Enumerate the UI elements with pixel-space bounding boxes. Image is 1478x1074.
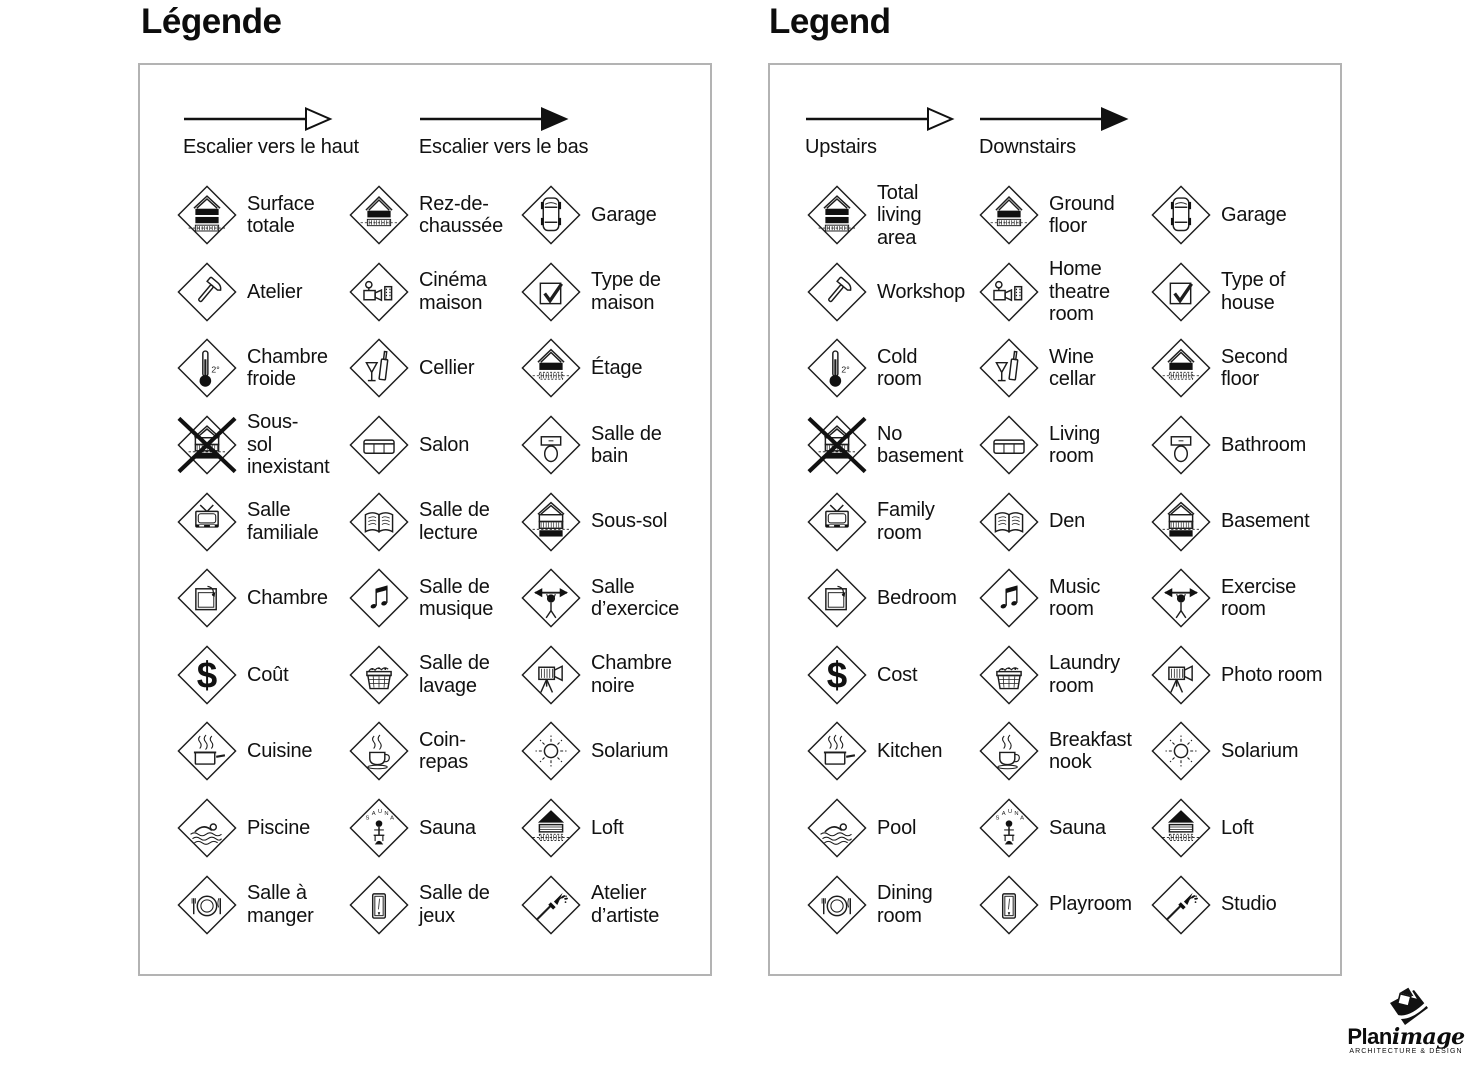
legend-item xyxy=(1150,177,1340,254)
basement-icon xyxy=(1150,491,1212,553)
legend-item xyxy=(348,483,520,560)
swimmer-icon xyxy=(176,797,238,859)
wine-cellar-icon xyxy=(348,337,410,399)
legend-item-label: Salle d’exercice xyxy=(591,575,680,621)
legend-item-label: Coin-repas xyxy=(419,728,469,774)
legend-item-label: Cellier xyxy=(419,357,475,380)
legend-item-label: Total living area xyxy=(877,181,922,249)
legend-item-label: Salle de lavage xyxy=(419,652,490,697)
stairs-down-arrow-icon xyxy=(419,106,569,132)
stairs-down-arrow-icon xyxy=(979,106,1129,132)
legend-item xyxy=(348,254,520,331)
legend-item xyxy=(348,713,520,790)
stairs-up-arrow-icon xyxy=(805,106,955,132)
hammer-icon xyxy=(176,261,238,323)
legend-item-label: Étage xyxy=(591,357,643,380)
page-title-fr: Légende xyxy=(141,2,282,41)
cold-thermometer-icon xyxy=(176,337,238,399)
second-floor-icon xyxy=(1150,337,1212,399)
svg-text:A: A xyxy=(1001,810,1006,817)
logo-image-text: image xyxy=(1391,1024,1465,1050)
cooking-pot-icon xyxy=(176,720,238,782)
arrow-label: Escalier vers le bas xyxy=(418,136,589,158)
stairs-up-entry xyxy=(805,106,955,159)
legend-item xyxy=(176,560,348,637)
sauna-icon xyxy=(348,797,410,859)
legend-item-label: Second floor xyxy=(1221,345,1288,391)
legend-item xyxy=(348,637,520,714)
svg-text:S: S xyxy=(995,815,1000,822)
tv-icon xyxy=(176,491,238,553)
svg-text:N: N xyxy=(384,810,389,817)
svg-text:2°: 2° xyxy=(211,364,220,375)
bathroom-toilet-icon xyxy=(1150,414,1212,476)
book-icon xyxy=(348,491,410,553)
legend-item-label: Workshop xyxy=(877,280,966,303)
legend-item xyxy=(520,560,710,637)
stairs-down-entry xyxy=(419,106,588,159)
photo-camera-icon xyxy=(1150,644,1212,706)
legend-item-label: Salle de bain xyxy=(591,422,662,468)
legend-item xyxy=(806,790,978,867)
legend-item-label: Salon xyxy=(419,433,470,456)
legend-item-label: Cinéma maison xyxy=(419,269,487,314)
photo-camera-icon xyxy=(520,644,582,706)
legend-item-label: Kitchen xyxy=(877,740,943,763)
legend-item xyxy=(176,713,348,790)
legend-item-label: Sauna xyxy=(419,816,476,839)
legend-item xyxy=(176,637,348,714)
sun-icon xyxy=(520,720,582,782)
dollar-icon xyxy=(176,644,238,706)
legend-item xyxy=(520,866,710,943)
legend-item xyxy=(176,330,348,407)
garage-car-icon xyxy=(1150,184,1212,246)
stairs-up-entry xyxy=(183,106,359,159)
legend-item-label: Exercise room xyxy=(1221,575,1297,621)
sun-icon xyxy=(1150,720,1212,782)
no-basement-icon xyxy=(806,414,868,476)
legend-item xyxy=(1150,330,1340,407)
laundry-basket-icon xyxy=(978,644,1040,706)
legend-item-label: Salle à manger xyxy=(247,882,314,927)
logo-plan-text: Plan xyxy=(1347,1024,1392,1049)
legend-item xyxy=(176,790,348,867)
svg-text:$: $ xyxy=(196,654,218,696)
artist-brush-icon xyxy=(520,874,582,936)
legend-item xyxy=(176,866,348,943)
legend-item-label: Home theatre room xyxy=(1049,258,1110,326)
stairs-down-entry xyxy=(979,106,1129,159)
legend-item-label: Garage xyxy=(591,204,657,227)
legend-item-label: Solarium xyxy=(1221,740,1299,763)
svg-text:A: A xyxy=(371,810,376,817)
legend-item xyxy=(806,713,978,790)
exercise-icon xyxy=(520,567,582,629)
legend-item xyxy=(1150,483,1340,560)
hammer-icon xyxy=(806,261,868,323)
sofa-icon xyxy=(978,414,1040,476)
legend-item xyxy=(978,177,1150,254)
loft-icon xyxy=(1150,797,1212,859)
legend-item xyxy=(978,254,1150,331)
svg-text:U: U xyxy=(1008,809,1013,816)
laundry-basket-icon xyxy=(348,644,410,706)
no-basement-icon xyxy=(176,414,238,476)
sofa-icon xyxy=(348,414,410,476)
legend-item-label: Music room xyxy=(1049,575,1101,621)
legend-item xyxy=(1150,713,1340,790)
page-title-en: Legend xyxy=(769,2,891,41)
legend-item xyxy=(1150,790,1340,867)
legend-item-label: Living room xyxy=(1049,422,1101,468)
cooking-pot-icon xyxy=(806,720,868,782)
legend-item-label: Salle de musique xyxy=(419,575,494,621)
arrows-row xyxy=(805,106,1129,159)
legend-item xyxy=(978,790,1150,867)
dining-plate-icon xyxy=(806,874,868,936)
dollar-icon xyxy=(806,644,868,706)
legend-item xyxy=(1150,637,1340,714)
arrow-label: Escalier vers le haut xyxy=(183,136,359,158)
svg-text:A: A xyxy=(1020,815,1025,822)
legend-item-label: Rez-de-chaussée xyxy=(419,192,504,238)
dining-plate-icon xyxy=(176,874,238,936)
svg-text:2°: 2° xyxy=(841,364,850,375)
legend-item xyxy=(806,330,978,407)
coffee-cup-icon xyxy=(348,720,410,782)
legend-item xyxy=(176,407,348,484)
legend-item xyxy=(520,790,710,867)
legend-panel-en xyxy=(768,63,1342,976)
swimmer-icon xyxy=(806,797,868,859)
legend-item-label: Ground floor xyxy=(1049,192,1115,238)
legend-item xyxy=(176,483,348,560)
stairs-up-arrow-icon xyxy=(183,106,333,132)
legend-item-label: Loft xyxy=(1221,816,1254,839)
legend-item-label: Piscine xyxy=(247,816,311,839)
loft-icon xyxy=(520,797,582,859)
music-notes-icon xyxy=(348,567,410,629)
legend-item-label: Solarium xyxy=(591,740,669,763)
legend-item-label: Bedroom xyxy=(877,587,957,610)
legend-item-label: Salle familiale xyxy=(247,499,319,544)
logo-wordmark xyxy=(1336,1024,1476,1050)
legend-item xyxy=(978,330,1150,407)
legend-item xyxy=(806,637,978,714)
legend-item-label: Breakfast nook xyxy=(1049,728,1132,774)
legend-item xyxy=(348,866,520,943)
legend-item-label: Type of house xyxy=(1221,269,1286,314)
playroom-icon xyxy=(978,874,1040,936)
exercise-icon xyxy=(1150,567,1212,629)
home-theatre-icon xyxy=(978,261,1040,323)
legend-item-label: Chambre noire xyxy=(591,652,672,697)
legend-item xyxy=(348,407,520,484)
legend-item-label: Sous-sol inexistant xyxy=(247,411,330,479)
legend-item xyxy=(520,407,710,484)
svg-text:S: S xyxy=(365,815,370,822)
legend-item xyxy=(806,866,978,943)
legend-item-label: Studio xyxy=(1221,893,1277,916)
legend-item-label: Sauna xyxy=(1049,816,1106,839)
legend-item xyxy=(1150,407,1340,484)
legend-item xyxy=(520,637,710,714)
legend-item-label: Chambre froide xyxy=(247,345,328,391)
legend-item xyxy=(1150,866,1340,943)
legend-item-label: Sous-sol xyxy=(591,510,668,533)
legend-grid-en xyxy=(770,177,1340,943)
legend-item xyxy=(806,254,978,331)
legend-item-label: Salle de lecture xyxy=(419,499,490,544)
svg-text:U: U xyxy=(378,809,383,816)
legend-item xyxy=(978,407,1150,484)
legend-item-label: Cuisine xyxy=(247,740,313,763)
legend-item xyxy=(348,330,520,407)
legend-item xyxy=(978,866,1150,943)
legend-item-label: No basement xyxy=(877,422,964,468)
ground-floor-icon xyxy=(348,184,410,246)
book-icon xyxy=(978,491,1040,553)
legend-item xyxy=(1150,560,1340,637)
cold-thermometer-icon xyxy=(806,337,868,399)
svg-text:A: A xyxy=(390,815,395,822)
legend-item-label: Surface totale xyxy=(247,192,315,238)
legend-item-label: Atelier d’artiste xyxy=(591,882,660,927)
sauna-icon xyxy=(978,797,1040,859)
legend-item xyxy=(348,177,520,254)
svg-text:$: $ xyxy=(826,654,848,696)
legend-item xyxy=(978,483,1150,560)
basement-icon xyxy=(520,491,582,553)
legend-item-label: Playroom xyxy=(1049,893,1132,916)
bedroom-window-icon xyxy=(176,567,238,629)
bathroom-toilet-icon xyxy=(520,414,582,476)
legend-item-label: Bathroom xyxy=(1221,433,1307,456)
total-area-icon xyxy=(176,184,238,246)
house-type-check-icon xyxy=(520,261,582,323)
legend-item xyxy=(348,790,520,867)
legend-item xyxy=(806,560,978,637)
legend-item-label: Chambre xyxy=(247,587,328,610)
legend-item-label: Den xyxy=(1049,510,1086,533)
legend-item-label: Family room xyxy=(877,499,935,544)
legend-item xyxy=(978,713,1150,790)
legend-item-label: Dining room xyxy=(877,882,933,927)
legend-item-label: Laundry room xyxy=(1049,652,1120,697)
legend-panel-fr xyxy=(138,63,712,976)
bedroom-window-icon xyxy=(806,567,868,629)
house-type-check-icon xyxy=(1150,261,1212,323)
artist-brush-icon xyxy=(1150,874,1212,936)
legend-item xyxy=(978,637,1150,714)
legend-item-label: Atelier xyxy=(247,280,303,303)
home-theatre-icon xyxy=(348,261,410,323)
legend-item-label: Type de maison xyxy=(591,269,661,314)
arrow-label: Downstairs xyxy=(979,136,1076,158)
garage-car-icon xyxy=(520,184,582,246)
legend-item xyxy=(176,177,348,254)
legend-item xyxy=(978,560,1150,637)
legend-item xyxy=(176,254,348,331)
wine-cellar-icon xyxy=(978,337,1040,399)
svg-text:N: N xyxy=(1014,810,1019,817)
ground-floor-icon xyxy=(978,184,1040,246)
legend-item-label: Wine cellar xyxy=(1049,345,1096,391)
legend-item xyxy=(1150,254,1340,331)
legend-item-label: Salle de jeux xyxy=(419,882,490,927)
legend-item xyxy=(520,254,710,331)
legend-item-label: Basement xyxy=(1221,510,1310,533)
legend-item xyxy=(348,560,520,637)
playroom-icon xyxy=(348,874,410,936)
music-notes-icon xyxy=(978,567,1040,629)
legend-grid-fr xyxy=(140,177,710,943)
legend-item xyxy=(520,713,710,790)
legend-item-label: Cold room xyxy=(877,345,922,391)
legend-item-label: Coût xyxy=(247,663,289,686)
legend-item xyxy=(806,407,978,484)
second-floor-icon xyxy=(520,337,582,399)
legend-item-label: Cost xyxy=(877,663,918,686)
coffee-cup-icon xyxy=(978,720,1040,782)
legend-item xyxy=(806,483,978,560)
legend-item xyxy=(520,330,710,407)
legend-item xyxy=(520,177,710,254)
total-area-icon xyxy=(806,184,868,246)
legend-item xyxy=(806,177,978,254)
legend-item-label: Pool xyxy=(877,816,917,839)
arrow-label: Upstairs xyxy=(805,136,877,158)
arrows-row xyxy=(183,106,588,159)
planimage-logo xyxy=(1336,983,1476,1055)
legend-item-label: Garage xyxy=(1221,204,1287,227)
legend-item xyxy=(520,483,710,560)
tv-icon xyxy=(806,491,868,553)
legend-item-label: Loft xyxy=(591,816,624,839)
legend-item-label: Photo room xyxy=(1221,663,1323,686)
logo-tagline: ARCHITECTURE & DESIGN xyxy=(1349,1048,1463,1055)
